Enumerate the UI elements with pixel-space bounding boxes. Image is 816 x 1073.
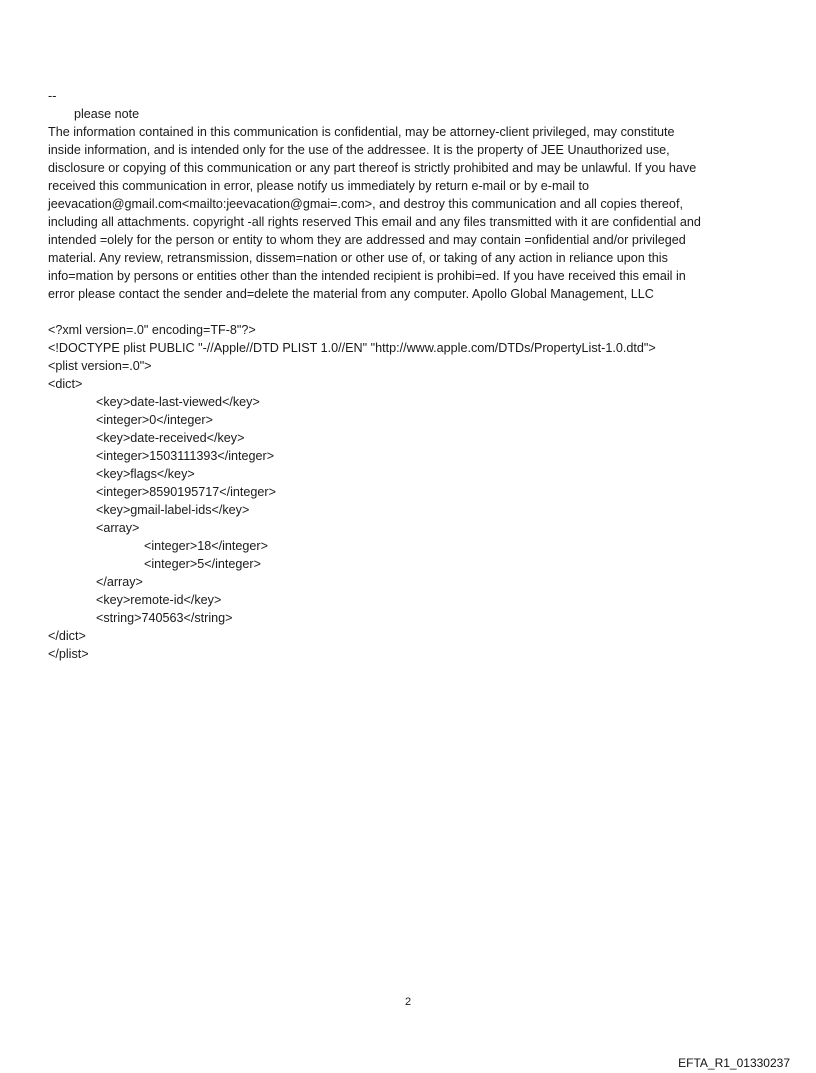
xml-line: <key>gmail-label-ids</key> [96,503,250,517]
disclaimer-line: jeevacation@gmail.com<mailto:jeevacation@gmai=.com>, and destroy this communication and all copies thereof, [48,197,683,211]
xml-line: <string>740563</string> [96,611,233,625]
note-heading: please note [74,107,140,121]
xml-line: <plist version=.0"> [48,359,152,373]
xml-line: <integer>5</integer> [144,557,261,571]
xml-line: <integer>1503111393</integer> [96,449,275,463]
document-body [48,87,772,663]
disclaimer-line: received this communication in error, please notify us immediately by return e-mail or by e-mail to [48,179,590,193]
xml-line: <integer>18</integer> [144,539,268,553]
disclaimer-line: error please contact the sender and=delete the material from any computer. Apollo Global Management, LLC [48,287,654,301]
xml-line: </array> [96,575,143,589]
page-number: 2 [404,996,412,1008]
xml-line: <key>date-last-viewed</key> [96,395,260,409]
disclaimer-paragraph [48,123,772,303]
xml-line: <!DOCTYPE plist PUBLIC "-//Apple//DTD PLIST 1.0//EN" "http://www.apple.com/DTDs/PropertyList-1.0.dtd"> [48,341,656,355]
plist-xml-block [48,321,772,663]
disclaimer-line: intended =olely for the person or entity to whom they are addressed and may contain =onfidential and/or privileged [48,233,686,247]
xml-line: <key>date-received</key> [96,431,245,445]
bates-number: EFTA_R1_01330237 [678,1056,790,1070]
xml-line: <integer>8590195717</integer> [96,485,276,499]
xml-line: </plist> [48,647,89,661]
xml-line: <integer>0</integer> [96,413,213,427]
disclaimer-line: inside information, and is intended only for the use of the addressee. It is the property of JEE Unauthorized use, [48,143,670,157]
disclaimer-line: including all attachments. copyright -all rights reserved This email and any files transmitted with it are confidential and [48,215,701,229]
disclaimer-line: The information contained in this communication is confidential, may be attorney-client privileged, may constitute [48,125,675,139]
xml-line: <array> [96,521,140,535]
xml-line: </dict> [48,629,86,643]
xml-line: <?xml version=.0" encoding=TF-8"?> [48,323,256,337]
xml-line: <dict> [48,377,83,391]
separator-line: -- [48,89,57,103]
disclaimer-line: material. Any review, retransmission, dissem=nation or other use of, or taking of any action in reliance upon this [48,251,668,265]
disclaimer-line: disclosure or copying of this communication or any part thereof is strictly prohibited and may be unlawful. If you have [48,161,697,175]
xml-line: <key>remote-id</key> [96,593,222,607]
disclaimer-line: info=mation by persons or entities other than the intended recipient is prohibi=ed. If you have received this email in [48,269,686,283]
xml-line: <key>flags</key> [96,467,195,481]
